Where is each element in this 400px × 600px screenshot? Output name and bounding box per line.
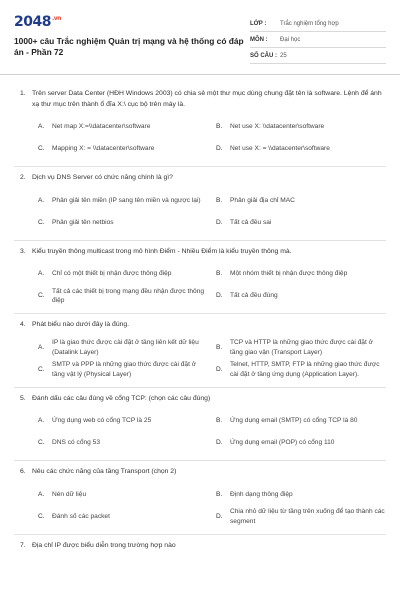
option-text: Mapping X: = \\datacenter\software xyxy=(52,145,155,153)
option-text: Net map X:=\\datacenter\software xyxy=(52,123,151,131)
option-letter: D. xyxy=(216,292,223,300)
question-number: 2. xyxy=(20,174,26,181)
option-text: Telnet, HTTP, SMTP, FTP là những giao thức được cài đặt ở tầng ứng dụng (Application Layer). xyxy=(230,361,380,378)
option-text: Chia nhỏ dữ liệu từ tầng trên xuống để tạo thành các segment xyxy=(230,508,385,525)
question-number: 6. xyxy=(20,468,26,475)
question-number: 5. xyxy=(20,394,26,402)
option-text: IP là giao thức được cài đặt ở tầng liên kết dữ liệu (Datalink Layer) xyxy=(52,339,199,356)
meta-value: 25 xyxy=(280,52,287,59)
option-letter: B. xyxy=(216,417,223,425)
option-letter: A. xyxy=(38,417,45,425)
option-grid xyxy=(14,116,386,160)
meta-row-class xyxy=(250,16,386,32)
option-item[interactable] xyxy=(216,212,386,234)
meta-label: SỐ CÂU : xyxy=(250,52,277,59)
option-letter: C. xyxy=(38,512,45,520)
option-letter: A. xyxy=(38,490,45,498)
option-text: Tất cả đều đúng xyxy=(230,292,278,300)
option-item[interactable] xyxy=(216,285,386,307)
question-number: 3. xyxy=(20,247,26,255)
question-text: 6. Nêu các chức năng của tầng Transport (chọn 2) xyxy=(14,467,386,478)
question-item xyxy=(14,314,386,388)
option-item[interactable] xyxy=(216,506,386,528)
option-grid xyxy=(14,190,386,234)
option-item[interactable] xyxy=(38,285,208,307)
question-text: 7. Địa chỉ IP được biểu diễn trong trường hợp nào xyxy=(14,541,386,552)
question-item xyxy=(14,241,386,315)
question-text: 2. Dịch vụ DNS Server có chức năng chính là gì? xyxy=(14,173,386,184)
option-item[interactable] xyxy=(38,506,208,528)
meta-label: LỚP : xyxy=(250,20,267,27)
option-item[interactable] xyxy=(38,116,208,138)
option-text: Ứng dụng email (SMTP) có cổng TCP là 80 xyxy=(230,417,358,425)
meta-value: Đại học xyxy=(280,36,301,43)
option-letter: C. xyxy=(38,292,45,300)
option-letter: B. xyxy=(216,123,223,131)
question-item xyxy=(14,167,386,241)
option-item[interactable] xyxy=(38,410,208,432)
page-header xyxy=(14,0,386,68)
option-text: Nén dữ liệu xyxy=(52,490,87,498)
option-item[interactable] xyxy=(216,116,386,138)
option-item[interactable] xyxy=(38,138,208,160)
option-letter: C. xyxy=(38,365,45,373)
option-text: Một nhóm thiết bị nhận được thông điệp xyxy=(230,270,348,278)
option-letter: D. xyxy=(216,512,223,520)
option-text: Đánh số các packet xyxy=(52,512,110,520)
option-letter: B. xyxy=(216,490,223,498)
option-letter: D. xyxy=(216,365,223,373)
option-letter: A. xyxy=(38,196,45,204)
option-item[interactable] xyxy=(38,337,208,359)
question-number: 7. xyxy=(20,541,26,549)
option-letter: B. xyxy=(216,343,223,351)
option-letter: B. xyxy=(216,196,223,204)
option-letter: D. xyxy=(216,145,223,153)
meta-value: Trắc nghiệm tổng hợp xyxy=(280,20,339,27)
option-grid xyxy=(14,337,386,381)
question-text: 3. Kiểu truyền thông multicast trong mô hình Điểm - Nhiều Điểm là kiểu truyền thông mà. xyxy=(14,247,386,258)
option-item[interactable] xyxy=(38,359,208,381)
question-number: 4. xyxy=(20,321,26,328)
option-item[interactable] xyxy=(38,212,208,234)
option-text: Phân giải tên miền (IP sang tên miền và ngược lại) xyxy=(52,196,201,204)
option-item[interactable] xyxy=(38,263,208,285)
question-text: 4. Phát biểu nào dưới đây là đúng. xyxy=(14,320,386,331)
option-item[interactable] xyxy=(38,432,208,454)
option-text: Định dạng thông điệp xyxy=(230,490,293,498)
meta-row-count xyxy=(250,48,386,64)
header-left xyxy=(14,14,246,68)
document-title: 1000+ câu Trắc nghiệm Quản trị mạng và hệ thống có đáp án - Phần 72 xyxy=(14,36,244,57)
question-item xyxy=(14,535,386,558)
option-item[interactable] xyxy=(216,484,386,506)
option-text: Ứng dụng web có cổng TCP là 25 xyxy=(52,417,152,425)
option-letter: A. xyxy=(38,270,45,278)
option-item[interactable] xyxy=(216,432,386,454)
option-text: Net use X: \\datacenter\software xyxy=(230,123,325,131)
option-letter: A. xyxy=(38,343,45,351)
question-text: 5. Đánh dấu các câu đúng về cổng TCP: (chọn các câu đúng) xyxy=(14,394,386,405)
option-text: Ứng dụng email (POP) có cổng 110 xyxy=(230,439,335,447)
option-grid xyxy=(14,484,386,528)
option-item[interactable] xyxy=(38,484,208,506)
option-text: SMTP và PPP là những giao thức được cài đặt ở tầng vật lý (Physical Layer) xyxy=(52,361,197,378)
question-item xyxy=(14,83,386,167)
option-item[interactable] xyxy=(216,337,386,359)
option-item[interactable] xyxy=(216,359,386,381)
option-letter: A. xyxy=(38,123,45,131)
meta-row-subject xyxy=(250,32,386,48)
option-item[interactable] xyxy=(216,263,386,285)
option-text: Net use X: = \\datacenter\software xyxy=(230,145,330,153)
option-text: Tất cả các thiết bị trong mạng đều nhận được thông điệp xyxy=(52,287,205,304)
option-grid xyxy=(14,410,386,454)
question-number: 1. xyxy=(20,90,26,97)
option-text: Phân giải tên netbios xyxy=(52,218,114,226)
option-item[interactable] xyxy=(216,410,386,432)
option-text: DNS có cổng 53 xyxy=(52,439,101,447)
question-item xyxy=(14,388,386,462)
question-text: 1. Trên server Data Center (HĐH Windows 2003) có chia sẻ một thư mục dùng chung đặt tên là software. Lệnh để ánh xạ thư mục trên thành ổ đĩa X:\ cục bộ trên máy là. xyxy=(14,89,386,110)
option-item[interactable] xyxy=(38,190,208,212)
option-item[interactable] xyxy=(216,190,386,212)
site-logo[interactable]: $2048^{.vn}$ xyxy=(14,14,61,30)
option-letter: C. xyxy=(38,218,45,226)
question-item xyxy=(14,461,386,535)
option-letter: D. xyxy=(216,439,223,447)
option-letter: B. xyxy=(216,270,223,278)
meta-table xyxy=(250,16,386,68)
question-list xyxy=(14,75,386,557)
meta-label: MÔN : xyxy=(250,36,268,43)
option-letter: C. xyxy=(38,145,45,153)
option-item[interactable] xyxy=(216,138,386,160)
option-letter: D. xyxy=(216,218,223,226)
option-text: Tất cả đều sai xyxy=(230,218,272,226)
option-letter: C. xyxy=(38,439,45,447)
option-text: Phân giải địa chỉ MAC xyxy=(230,196,295,204)
option-text: TCP và HTTP là những giao thức được cài đặt ở tầng giao vận (Transport Layer) xyxy=(230,339,373,356)
option-grid xyxy=(14,263,386,307)
option-text: Chỉ có một thiết bị nhận được thông điệp xyxy=(52,270,172,278)
